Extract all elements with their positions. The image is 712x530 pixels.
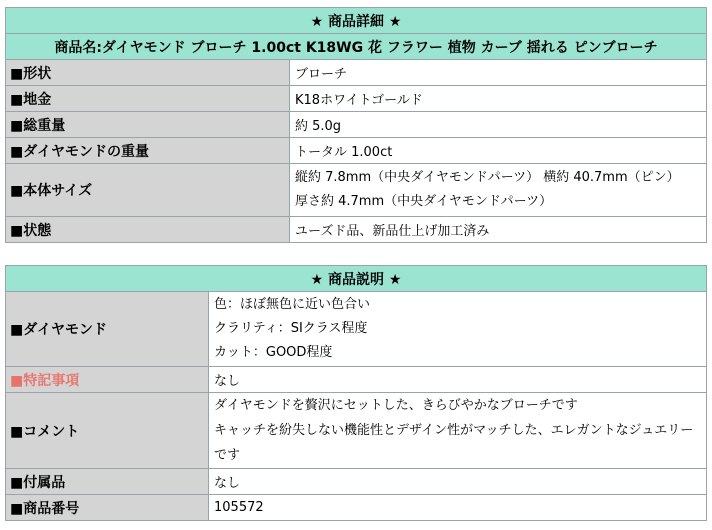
label-accessories: ■付属品 bbox=[6, 469, 209, 495]
product-description-table bbox=[5, 265, 707, 521]
value-comment bbox=[209, 393, 707, 469]
label-special-notes: ■特記事項 bbox=[6, 367, 209, 393]
label-diamond-weight: ■ダイヤモンドの重量 bbox=[6, 138, 290, 164]
value-diamond-weight: トータル 1.00ct bbox=[290, 138, 707, 164]
label-size: ■本体サイズ bbox=[6, 164, 290, 217]
label-metal: ■地金 bbox=[6, 86, 290, 112]
label-diamond: ■ダイヤモンド bbox=[6, 292, 209, 367]
value-metal: K18ホワイトゴールド bbox=[290, 86, 707, 112]
value-total-weight: 約 5.0g bbox=[290, 112, 707, 138]
value-size bbox=[290, 164, 707, 217]
value-shape: ブローチ bbox=[290, 60, 707, 86]
size-line-1: 縦約 7.8mm（中央ダイヤモンドパーツ） 横約 40.7mm（ピン） bbox=[295, 170, 680, 185]
diamond-clarity: クラリティ：SIクラス程度 bbox=[214, 321, 368, 336]
value-special-notes: なし bbox=[209, 367, 707, 393]
product-name: 商品名:ダイヤモンド ブローチ 1.00ct K18WG 花 フラワー 植物 カーブ 揺れる ピンブローチ bbox=[6, 34, 707, 60]
diamond-cut: カット：GOOD程度 bbox=[214, 345, 333, 360]
size-line-2: 厚さ約 4.7mm（中央ダイヤモンドパーツ） bbox=[295, 194, 553, 209]
details-header: ★ 商品詳細 ★ bbox=[6, 8, 707, 34]
label-comment: ■コメント bbox=[6, 393, 209, 469]
value-diamond bbox=[209, 292, 707, 367]
product-details-table bbox=[5, 7, 707, 243]
label-shape: ■形状 bbox=[6, 60, 290, 86]
label-product-number: ■商品番号 bbox=[6, 495, 209, 521]
comment-line-1: ダイヤモンドを贅沢にセットした、きらびやかなブローチです bbox=[214, 398, 578, 413]
value-condition: ユーズド品、新品仕上げ加工済み bbox=[290, 217, 707, 243]
description-header: ★ 商品説明 ★ bbox=[6, 266, 707, 292]
diamond-color: 色：ほぼ無色に近い色合い bbox=[214, 297, 371, 312]
label-condition: ■状態 bbox=[6, 217, 290, 243]
value-accessories: なし bbox=[209, 469, 707, 495]
value-product-number: 105572 bbox=[209, 495, 707, 521]
comment-line-2: キャッチを紛失しない機能性とデザイン性がマッチした、エレガントなジュエリーです bbox=[214, 423, 694, 463]
label-total-weight: ■総重量 bbox=[6, 112, 290, 138]
